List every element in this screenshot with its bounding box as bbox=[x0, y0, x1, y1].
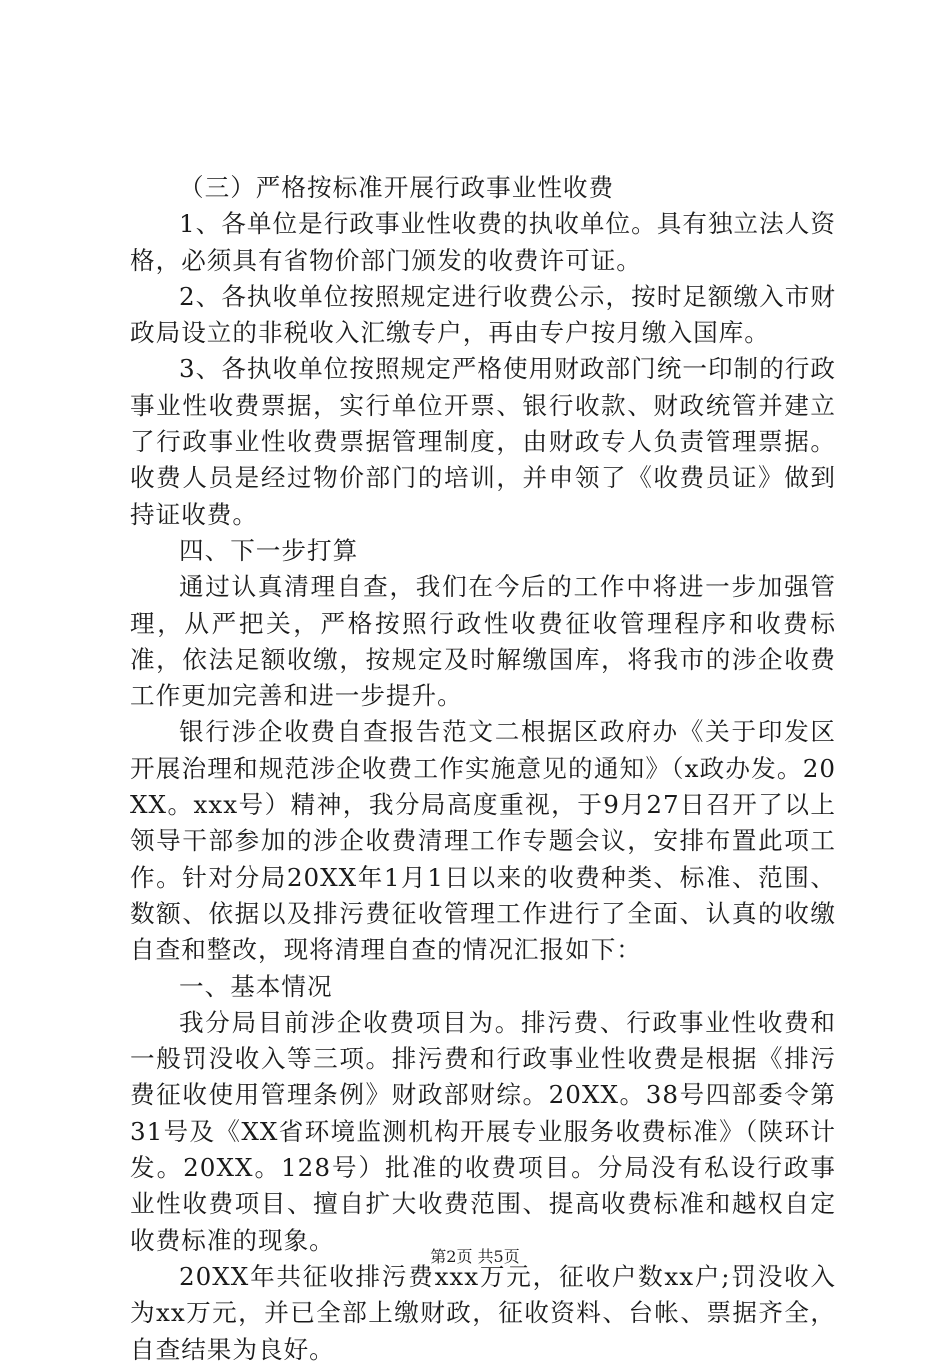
section-heading-fees: （三）严格按标准开展行政事业性收费 bbox=[179, 173, 615, 202]
paragraph-collection-results: 20XX年共征收排污费xxx万元，征收户数xx户;罚没收入为xx万元，并已全部上缴财政，征收资料、台帐、票据齐全，自查结果为良好。 bbox=[130, 1261, 836, 1364]
section-heading-basic-info: 一、基本情况 bbox=[179, 971, 333, 1001]
paragraph-report-two-intro: 银行涉企收费自查报告范文二根据区政府办《关于印发区开展治理和规范涉企收费工作实施意见的通知》（x政办发。20XX。xxx号）精神，我分局高度重视，于9月27日召开了以上领导干部参加的涉企收费清理工作专题会议，安排布置此项工作。针对分局20XX年1月1日以来的收费种类、标准、范围、数额、依据以及排污费征收管理工作进行了全面、认真的收缴自查和整改，现将清理自查的情况汇报如下： bbox=[130, 717, 836, 965]
paragraph-next-steps: 通过认真清理自查，我们在今后的工作中将进一步加强管理，从严把关，严格按照行政性收费征收管理程序和收费标准，依法足额收缴，按规定及时解缴国库，将我市的涉企收费工作更加完善和进一步提升。 bbox=[130, 572, 836, 711]
paragraph-item-2: 2、各执收单位按照规定进行收费公示，按时足额缴入市财政局设立的非税收入汇缴专户，再由专户按月缴入国库。 bbox=[130, 281, 836, 348]
paragraph-basic-info: 我分局目前涉企收费项目为。排污费、行政事业性收费和一般罚没收入等三项。排污费和行政事业性收费是根据《排污费征收使用管理条例》财政部财综。20XX。38号四部委令第31号及《XX省环境监测机构开展专业服务收费标准》（陕环计发。20XX。128号）批准的收费项目。分局没有私设行政事业性收费项目、擅自扩大收费范围、提高收费标准和越权自定收费标准的现象。 bbox=[130, 1007, 836, 1255]
section-heading-next-steps: 四、下一步打算 bbox=[179, 535, 359, 565]
page-number-footer: 第2页 共5页 bbox=[430, 1247, 520, 1266]
document-body bbox=[130, 170, 836, 1368]
paragraph-item-3: 3、各执收单位按照规定严格使用财政部门统一印制的行政事业性收费票据，实行单位开票、银行收款、财政统管并建立了行政事业性收费票据管理制度，由财政专人负责管理票据。收费人员是经过物价部门的培训，并申领了《收费员证》做到持证收费。 bbox=[130, 354, 836, 529]
paragraph-item-1: 1、各单位是行政事业性收费的执收单位。具有独立法人资格，必须具有省物价部门颁发的收费许可证。 bbox=[130, 209, 836, 275]
